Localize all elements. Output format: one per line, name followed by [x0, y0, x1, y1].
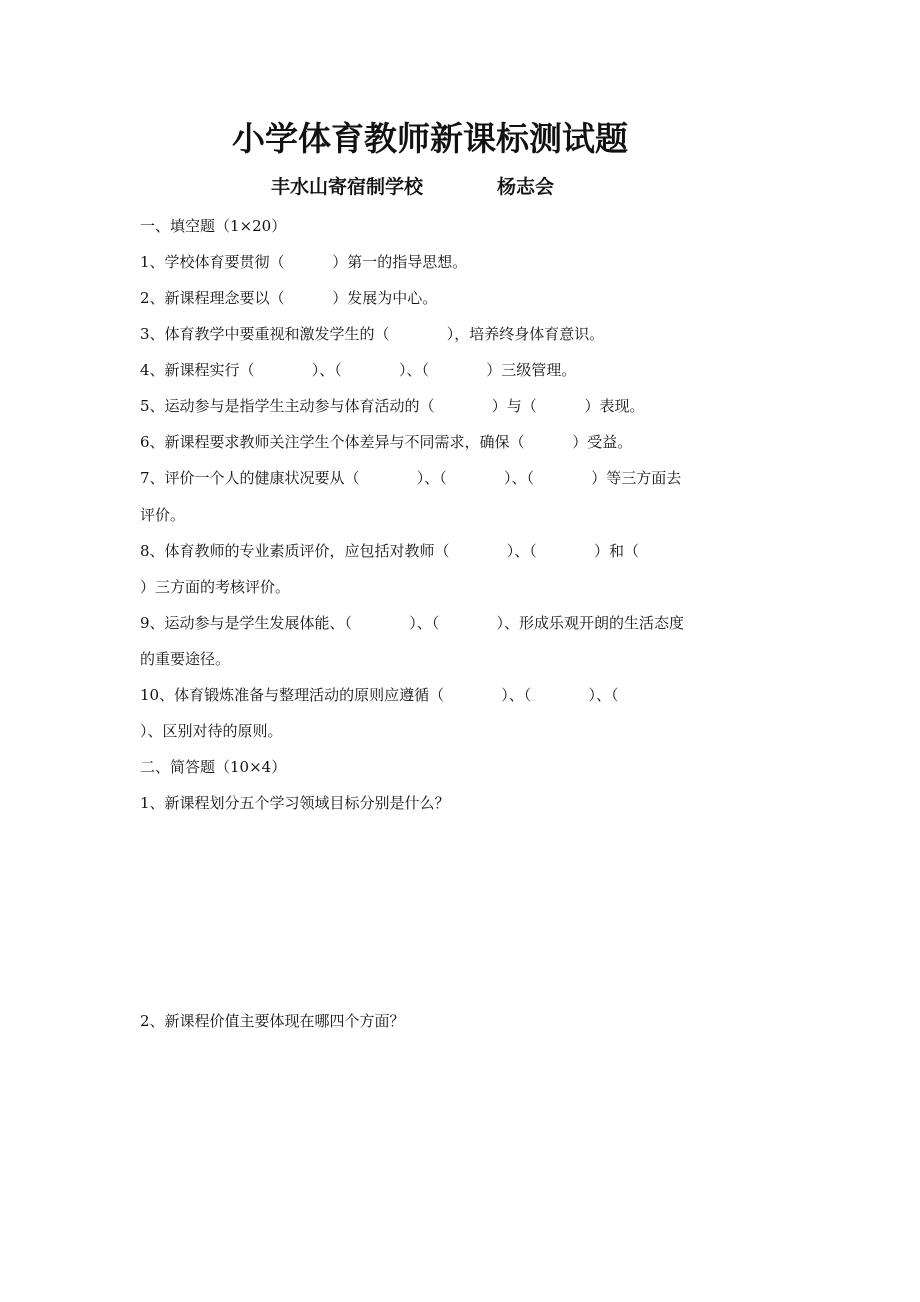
question-10-line-2: ）、区别对待的原则。: [140, 722, 283, 740]
question-2: 2、新课程理念要以（ ）发展为中心。: [140, 289, 438, 307]
section2-heading: 二、简答题（10×4）: [140, 758, 287, 776]
author-name: 杨志会: [497, 176, 555, 198]
question-8-line-1: 8、体育教师的专业素质评价，应包括对教师（ ）、（ ）和（: [140, 542, 639, 560]
section1-heading: 一、填空题（1×20）: [140, 217, 287, 235]
question-7-line-2: 评价。: [140, 506, 186, 524]
question-9-line-2: 的重要途径。: [140, 650, 231, 668]
school-name: 丰水山寄宿制学校: [271, 176, 424, 198]
question-7-line-1: 7、评价一个人的健康状况要从（ ）、（ ）、（ ）等三方面去: [140, 469, 682, 487]
question-9-line-1: 9、运动参与是学生发展体能、（ ）、（ ）、形成乐观开朗的生活态度: [140, 614, 684, 632]
short-answer-1: 1、新课程划分五个学习领域目标分别是什么？: [140, 794, 450, 812]
question-5: 5、运动参与是指学生主动参与体育活动的（ ）与（ ）表现。: [140, 397, 645, 415]
question-8-line-2: ）三方面的考核评价。: [140, 578, 291, 596]
question-6: 6、新课程要求教师关注学生个体差异与不同需求，确保（ ）受益。: [140, 433, 633, 451]
question-10-line-1: 10、体育锻炼准备与整理活动的原则应遵循（ ）、（ ）、（: [140, 686, 619, 704]
question-1: 1、学校体育要贯彻（ ）第一的指导思想。: [140, 253, 468, 271]
page-title: 小学体育教师新课标测试题: [232, 119, 628, 158]
question-4: 4、新课程实行（ ）、（ ）、（ ）三级管理。: [140, 361, 577, 379]
question-3: 3、体育教学中要重视和激发学生的（ ），培养终身体育意识。: [140, 325, 605, 343]
short-answer-2: 2、新课程价值主要体现在哪四个方面？: [140, 1012, 405, 1030]
